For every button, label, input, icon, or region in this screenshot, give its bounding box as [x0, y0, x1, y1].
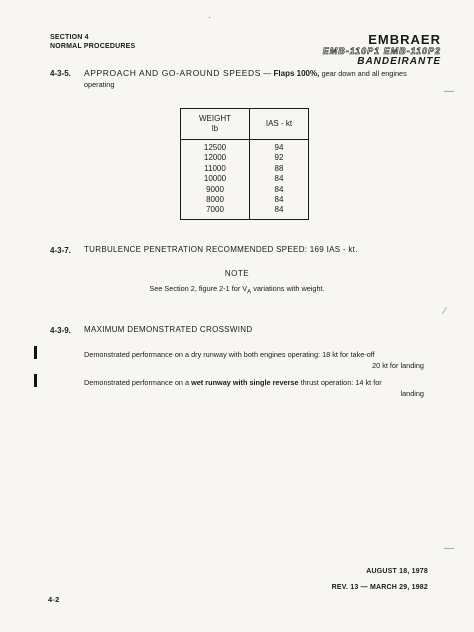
ias-cell: 88: [274, 163, 284, 173]
ias-cell: 92: [274, 153, 284, 163]
note-text-after: variations with weight.: [251, 284, 325, 293]
wet-text-a: Demonstrated performance on a: [84, 378, 192, 387]
table-header-ias: IAS - kt: [250, 109, 309, 140]
weight-cell: 9000: [206, 184, 224, 194]
dry-runway-line1: Demonstrated performance on a dry runway with both engines operating: 18 kt for take-off: [84, 350, 375, 359]
logo-model-name: BANDEIRANTE: [357, 56, 441, 67]
weight-cell: 8000: [206, 195, 224, 205]
weight-column: [181, 140, 250, 220]
revision-date: REV. 13 — MARCH 29, 1982: [331, 584, 428, 591]
page-number: 4-2: [48, 595, 60, 604]
logo-brand: EMBRAER: [368, 32, 441, 47]
issue-date: AUGUST 18, 1978: [366, 568, 428, 575]
section-435-detail-cont: operating: [84, 80, 115, 89]
note-subscript: A: [247, 289, 252, 296]
embraer-logo: [306, 33, 441, 73]
section-437-title: TURBULENCE PENETRATION RECOMMENDED SPEED: 169 IAS - kt.: [84, 245, 358, 254]
table-header-weight: [181, 109, 250, 140]
weight-cell: 12500: [203, 143, 227, 152]
weight-header-unit: lb: [211, 124, 219, 133]
scan-mark: ·: [208, 12, 212, 23]
revision-bar: [34, 374, 37, 387]
weight-cell: 12000: [203, 153, 227, 163]
ias-cell: 84: [274, 174, 284, 184]
subsection-label: NORMAL PROCEDURES: [50, 43, 136, 50]
note-heading: NOTE: [224, 269, 250, 278]
wet-runway-line2: landing: [400, 389, 424, 398]
section-label: SECTION 4: [50, 34, 89, 41]
revision-bar: [34, 346, 37, 359]
section-439-title: MAXIMUM DEMONSTRATED CROSSWIND: [84, 325, 253, 334]
section-number-437: 4-3-7.: [50, 246, 71, 255]
ias-cell: 84: [274, 205, 284, 215]
ias-cell: 84: [274, 195, 284, 205]
section-435-title: APPROACH AND GO-AROUND SPEEDS: [84, 68, 262, 78]
section-number-435: 4-3-5.: [50, 69, 71, 78]
section-435-heading: [84, 68, 424, 79]
weight-cell: 7000: [206, 205, 224, 215]
dry-runway-line2: 20 kt for landing: [372, 361, 424, 370]
wet-runway-bold: wet runway with: [191, 378, 248, 387]
logo-models: EMB-110P1 EMB-110P2: [322, 46, 441, 56]
approach-speed-table: [180, 108, 309, 220]
note-text-before: See Section 2, figure 2-1 for V: [149, 284, 248, 293]
scan-mark: ⁄: [444, 306, 446, 317]
weight-cell: 10000: [203, 174, 227, 184]
weight-cell: 11000: [204, 163, 226, 173]
note-text: [0, 284, 474, 295]
ias-cell: 84: [274, 184, 284, 194]
scan-mark: —: [444, 86, 454, 97]
ias-cell: 94: [274, 143, 284, 152]
section-435-detail: gear down and all engines: [321, 69, 407, 78]
single-reverse-bold: single reverse: [249, 378, 299, 387]
section-435-dash: —: [263, 69, 272, 78]
section-number-439: 4-3-9.: [50, 326, 71, 335]
wet-text-b: thrust operation: 14 kt for: [298, 378, 382, 387]
weight-header-label: WEIGHT: [199, 114, 231, 123]
ias-column: [250, 140, 309, 220]
wet-runway-line1: [84, 378, 424, 388]
scan-mark: —: [444, 543, 454, 554]
section-435-flaps: Flaps 100%,: [273, 69, 320, 78]
